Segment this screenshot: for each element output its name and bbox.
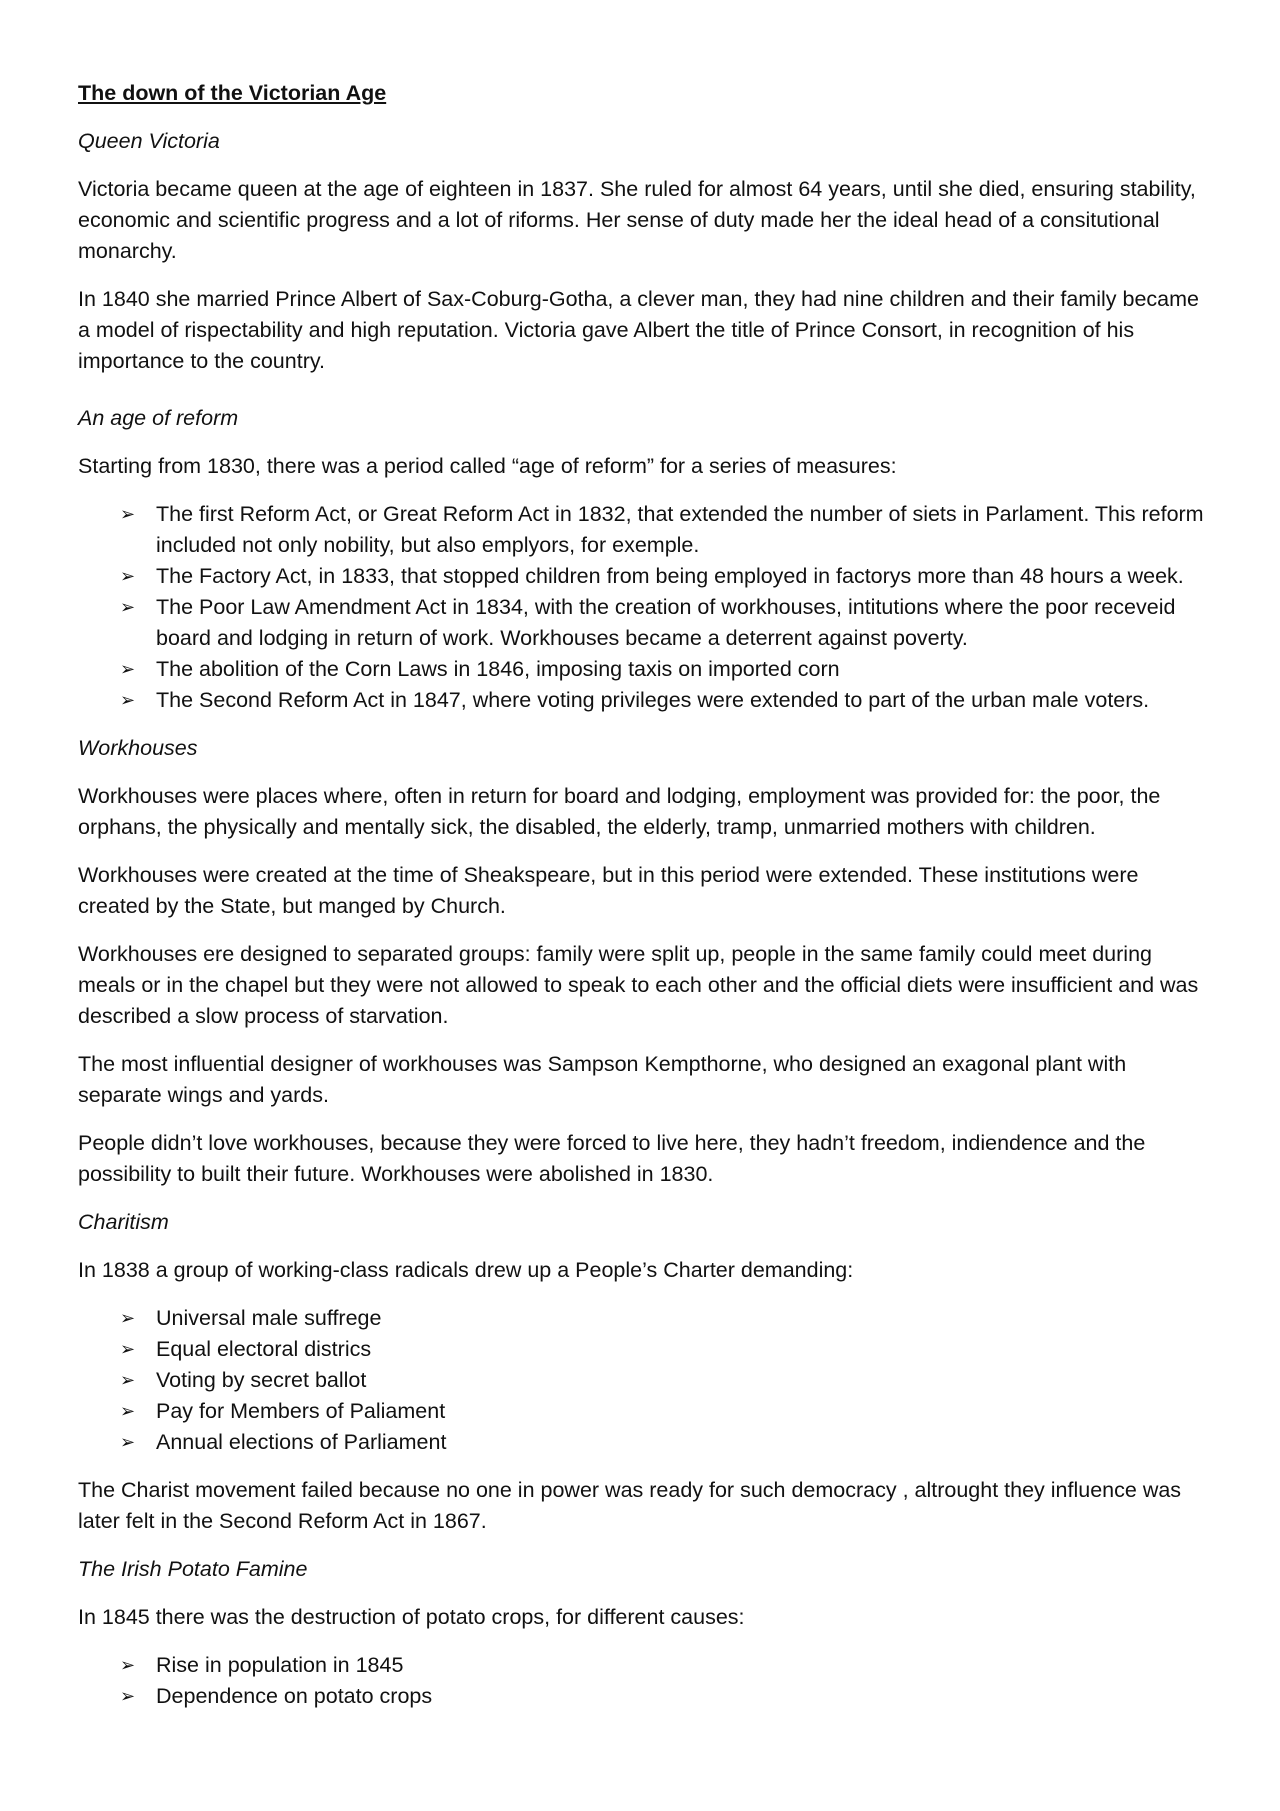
list-item: ➢ Rise in population in 1845 [78,1650,1214,1681]
arrowhead-bullet-icon: ➢ [120,1686,136,1707]
arrowhead-bullet-icon: ➢ [120,504,136,525]
document-title: The down of the Victorian Age [78,81,387,105]
paragraph: Starting from 1830, there was a period called “age of reform” for a series of measures: [78,454,897,478]
list-item: ➢ Annual elections of Parliament [78,1427,1214,1458]
paragraph: In 1845 there was the destruction of potato crops, for different causes: [78,1605,745,1629]
arrowhead-bullet-icon: ➢ [120,1655,136,1676]
section-heading-workhouses: Workhouses [78,736,198,760]
section-heading-charitism: Charitism [78,1210,169,1234]
section-heading-queen-victoria: Queen Victoria [78,129,220,153]
paragraph: Victoria became queen at the age of eighteen in 1837. She ruled for almost 64 years, until she died, ensuring stability, economic and scientific progress and a lot of riforms. Her sense of duty made her the ideal head of a consitutional monarchy. [78,177,1196,263]
arrowhead-bullet-icon: ➢ [120,1401,136,1422]
arrowhead-bullet-icon: ➢ [120,1432,136,1453]
paragraph: In 1838 a group of working-class radicals drew up a People’s Charter demanding: [78,1258,854,1282]
paragraph: The Charist movement failed because no one in power was ready for such democracy , altrought they influence was later felt in the Second Reform Act in 1867. [78,1478,1182,1533]
paragraph: Workhouses ere designed to separated groups: family were split up, people in the same family could meet during meals or in the chapel but they were not allowed to speak to each other and the official diets were insufficient and was described a slow process of starvation. [78,942,1199,1028]
paragraph: In 1840 she married Prince Albert of Sax-Coburg-Gotha, a clever man, they had nine children and their family became a model of rispectability and high reputation. Victoria gave Albert the title of Prince Consort, in recognition of his importance to the country. [78,287,1199,373]
list-item: ➢ Voting by secret ballot [78,1365,1214,1396]
list-item: ➢ The first Reform Act, or Great Reform Act in 1832, that extended the number of siets in Parlament. This reform included not only nobility, but also emplyors, for exemple. [78,499,1214,561]
paragraph: Workhouses were places where, often in return for board and lodging, employment was provided for: the poor, the orphans, the physically and mentally sick, the disabled, the elderly, tramp, unmarried mothers with children. [78,784,1161,839]
section-heading-potato-famine: The Irish Potato Famine [78,1557,308,1581]
arrowhead-bullet-icon: ➢ [120,690,136,711]
arrowhead-bullet-icon: ➢ [120,597,136,618]
bullet-list-charter-demands [78,1303,1214,1458]
list-item: ➢ Universal male suffrege [78,1303,1214,1334]
document-page [78,78,1214,1729]
arrowhead-bullet-icon: ➢ [120,1308,136,1329]
list-item: ➢ The Factory Act, in 1833, that stopped children from being employed in factorys more than 48 hours a week. [78,561,1214,592]
section-heading-age-of-reform: An age of reform [78,406,239,430]
bullet-list-reforms [78,499,1214,716]
paragraph: Workhouses were created at the time of Sheakspeare, but in this period were extended. These institutions were created by the State, but manged by Church. [78,863,1139,918]
arrowhead-bullet-icon: ➢ [120,1370,136,1391]
list-item: ➢ The Poor Law Amendment Act in 1834, with the creation of workhouses, intitutions where the poor receveid board and lodging in return of work. Workhouses became a deterrent against poverty. [78,592,1214,654]
list-item: ➢ Pay for Members of Paliament [78,1396,1214,1427]
list-item: ➢ The abolition of the Corn Laws in 1846, imposing taxis on imported corn [78,654,1214,685]
arrowhead-bullet-icon: ➢ [120,659,136,680]
arrowhead-bullet-icon: ➢ [120,1339,136,1360]
list-item: ➢ Dependence on potato crops [78,1681,1214,1712]
bullet-list-famine-causes [78,1650,1214,1712]
list-item: ➢ Equal electoral districs [78,1334,1214,1365]
paragraph: People didn’t love workhouses, because they were forced to live here, they hadn’t freedom, indiendence and the possibility to built their future. Workhouses were abolished in 1830. [78,1131,1146,1186]
paragraph: The most influential designer of workhouses was Sampson Kempthorne, who designed an exagonal plant with separate wings and yards. [78,1052,1127,1107]
list-item: ➢ The Second Reform Act in 1847, where voting privileges were extended to part of the urban male voters. [78,685,1214,716]
arrowhead-bullet-icon: ➢ [120,566,136,587]
